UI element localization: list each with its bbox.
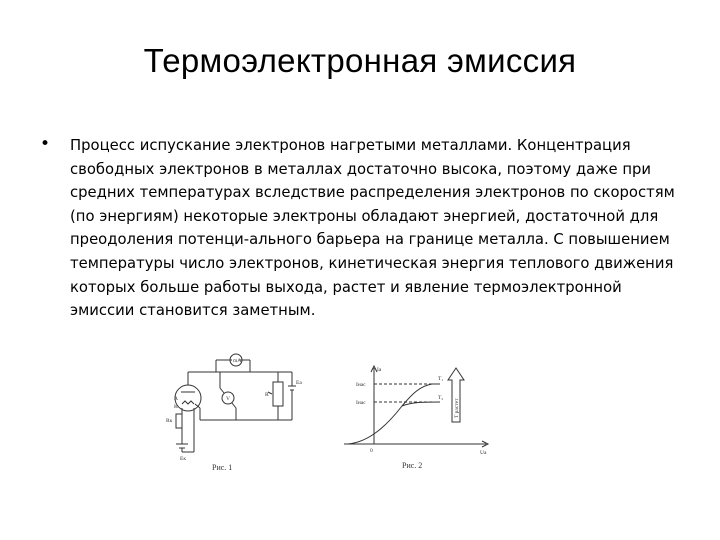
ea-label: Eа — [296, 380, 302, 386]
bullet-text: Процесс испускание электронов нагретыми металлами. Концентрация свободных электронов в металлах достаточно высока, поэтому даже при средних температурах вследствие распределения электронов по скоростям (по энергиям) некоторые электроны обладают энергией, достаточной для преодоления потенци-ального барьера на границе металла. С повышением температуры число электронов, кинетическая энергия теплового движения которых больше работы выхода, растет и явление термоэлектронной эмиссии становится заметным. — [70, 137, 675, 320]
level-low-label: Iнас — [356, 400, 366, 406]
x-axis-label: Uа — [480, 450, 487, 456]
ek-label: Eк — [180, 456, 187, 462]
current-voltage-graph-figure — [340, 362, 496, 472]
voltmeter-label: V — [226, 396, 230, 402]
slide-title: Термоэлектронная эмиссия — [143, 42, 577, 79]
curve-lower-label: T₂ — [438, 395, 444, 401]
filament-rheostat — [176, 414, 182, 428]
current-voltage-graph — [340, 362, 496, 472]
curve-upper — [348, 384, 440, 444]
arrow-label: T растет — [454, 398, 460, 418]
milliammeter-label: mA — [233, 358, 242, 364]
vacuum-tube — [175, 385, 201, 411]
rk-label: Rк — [166, 418, 173, 424]
curve-lower — [402, 402, 440, 406]
bullet-marker: • — [40, 134, 51, 154]
y-axis-label: Iа — [377, 367, 382, 373]
anode-label: A — [174, 396, 178, 402]
r-label: R — [265, 392, 269, 398]
curve-upper-label: T₁ — [438, 376, 444, 382]
rheostat — [273, 382, 283, 406]
level-high-label: Iнас — [356, 382, 366, 388]
origin-label: 0 — [370, 448, 373, 454]
figure1-caption: Рис. 1 — [212, 463, 233, 472]
circuit-diagram — [150, 352, 310, 472]
circuit-diagram-figure — [150, 352, 310, 472]
figure2-caption: Рис. 2 — [402, 461, 423, 470]
cathode-label: K — [174, 404, 178, 410]
